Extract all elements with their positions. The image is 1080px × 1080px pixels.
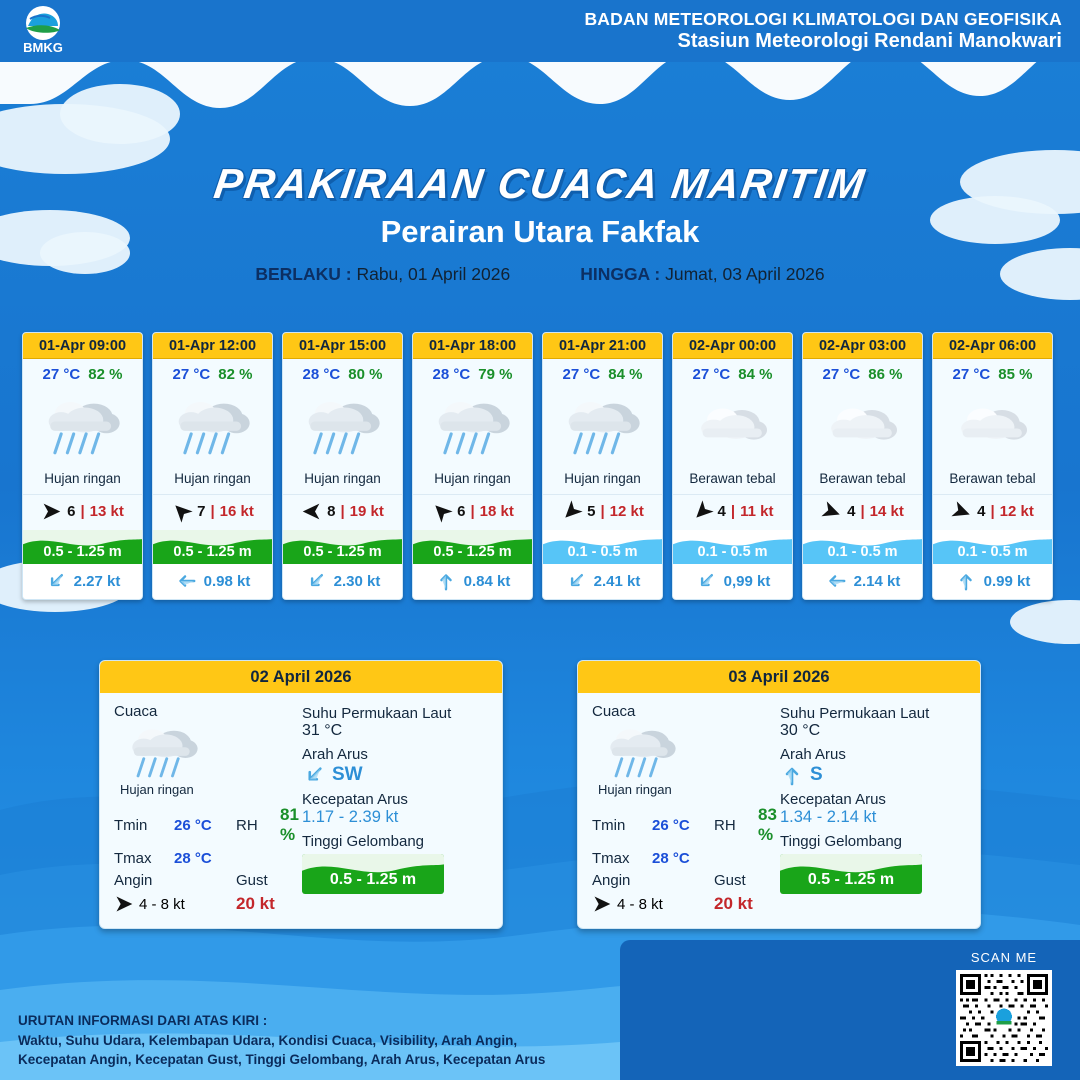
card-current (803, 564, 922, 599)
station-name: Stasiun Meteorologi Rendani Manokwari (677, 29, 1062, 52)
card-wind-speed: 16 kt (219, 503, 254, 520)
card-temp-rh (673, 359, 792, 385)
legend-line-1: Waktu, Suhu Udara, Kelembapan Udara, Kondisi Cuaca, Visibility, Arah Angin, (18, 1032, 518, 1048)
card-time: 02-Apr 06:00 (933, 333, 1052, 359)
card-current (933, 564, 1052, 599)
card-condition: Berawan tebal (819, 471, 906, 486)
card-current-speed: 2.41 kt (593, 572, 641, 590)
card-wind-separator: | (600, 503, 605, 520)
current-direction-arrow-icon (560, 565, 591, 596)
daily-panel (577, 660, 981, 929)
daily-condition: Hujan ringan (120, 782, 194, 797)
card-condition: Hujan ringan (174, 471, 251, 486)
card-wave-text: 0.5 - 1.25 m (303, 544, 382, 560)
card-current (413, 564, 532, 599)
daily-wind-text: 4 - 8 kt (139, 895, 185, 913)
legend-line-2: Kecepatan Angin, Kecepatan Gust, Tinggi Gelombang, Arah Arus, Kecepatan Arus (18, 1052, 546, 1068)
card-wave-text: 0.5 - 1.25 m (43, 544, 122, 560)
daily-tmax-value: 28 °C (652, 850, 690, 867)
rain-icon (128, 721, 200, 784)
daily-current-speed-label: Kecepatan Arus (780, 791, 886, 808)
card-humidity: 82 % (88, 366, 123, 383)
daily-rh-label: RH (714, 816, 736, 834)
rain-icon (606, 721, 678, 784)
card-humidity: 82 % (218, 366, 253, 383)
daily-current-dir-text: SW (332, 764, 363, 785)
card-temperature: 27 °C (562, 366, 601, 383)
hourly-card (802, 332, 923, 600)
page-header (0, 0, 1080, 62)
agency-name: BADAN METEOROLOGI KLIMATOLOGI DAN GEOFISIKA (584, 9, 1062, 30)
title-block (0, 160, 1080, 285)
card-wave-text: 0.1 - 0.5 m (697, 544, 768, 560)
card-time: 02-Apr 03:00 (803, 333, 922, 359)
card-humidity: 84 % (608, 366, 643, 383)
card-wind-separator: | (80, 503, 85, 520)
hourly-card (672, 332, 793, 600)
wind-direction-arrow-icon (427, 497, 457, 527)
card-wind-visibility: 4 (717, 503, 726, 520)
card-wave-height (413, 530, 532, 564)
hourly-card (152, 332, 273, 600)
wind-direction-arrow-icon (557, 497, 587, 527)
daily-tmax-value: 28 °C (174, 850, 212, 867)
valid-from-label: BERLAKU : (255, 264, 352, 284)
daily-wind-label: Angin (592, 872, 631, 889)
wind-direction-arrow-icon (592, 894, 612, 914)
current-direction-arrow-icon (297, 758, 331, 792)
card-temperature: 27 °C (952, 366, 991, 383)
daily-tmin-value: 26 °C (652, 816, 690, 834)
daily-panel (99, 660, 503, 929)
legend-note (18, 1011, 545, 1070)
current-direction-arrow-icon (690, 565, 721, 596)
card-temperature: 27 °C (42, 366, 81, 383)
daily-wave-label: Tinggi Gelombang (780, 833, 903, 850)
card-temp-rh (543, 359, 662, 385)
card-weather-icon (23, 385, 142, 469)
hourly-card (542, 332, 663, 600)
daily-forecast-panels (0, 660, 1080, 929)
card-temp-rh (413, 359, 532, 385)
card-time: 01-Apr 21:00 (543, 333, 662, 359)
wind-direction-arrow-icon (818, 498, 845, 525)
rain-icon (434, 393, 512, 461)
daily-current-speed-value: 1.17 - 2.39 kt (302, 808, 399, 826)
card-temp-rh (803, 359, 922, 385)
card-wind-speed: 12 kt (999, 503, 1034, 520)
wind-direction-arrow-icon (114, 894, 134, 914)
card-wave-text: 0.1 - 0.5 m (567, 544, 638, 560)
card-wave-height (673, 530, 792, 564)
card-wind (803, 494, 922, 530)
wind-direction-arrow-icon (687, 497, 717, 527)
rain-icon (44, 393, 122, 461)
card-time: 01-Apr 09:00 (23, 333, 142, 359)
daily-rh-label: RH (236, 816, 258, 834)
card-weather-icon (413, 385, 532, 469)
daily-gust-value: 20 kt (714, 894, 753, 913)
hourly-card (932, 332, 1053, 600)
card-time: 01-Apr 12:00 (153, 333, 272, 359)
daily-sst-value: 30 °C (780, 722, 821, 739)
card-wind-separator: | (340, 503, 345, 520)
current-direction-arrow-icon (300, 565, 331, 596)
card-wind (153, 494, 272, 530)
daily-current-dir-label: Arah Arus (302, 746, 368, 763)
card-temperature: 27 °C (692, 366, 731, 383)
card-temperature: 27 °C (822, 366, 861, 383)
card-current (283, 564, 402, 599)
daily-current-speed-label: Kecepatan Arus (302, 791, 408, 808)
card-wind-visibility: 7 (197, 503, 206, 520)
daily-wind-label: Angin (114, 872, 153, 889)
current-direction-arrow-icon (955, 570, 977, 592)
daily-weather-label: Cuaca (592, 703, 636, 720)
card-weather-icon (673, 385, 792, 469)
card-wave-height (543, 530, 662, 564)
card-current-speed: 0.99 kt (983, 572, 1031, 590)
valid-to-label: HINGGA : (580, 264, 661, 284)
daily-gust-value: 20 kt (236, 894, 275, 913)
cloudy-icon (956, 400, 1030, 454)
daily-wave-value (780, 854, 922, 894)
card-wind-speed: 19 kt (349, 503, 384, 520)
card-temp-rh (153, 359, 272, 385)
daily-gust-label: Gust (714, 872, 746, 889)
hourly-card (22, 332, 143, 600)
daily-rh-value: 83 % (758, 805, 777, 844)
card-humidity: 80 % (348, 366, 383, 383)
daily-current-dir-value (780, 763, 966, 787)
daily-weather-label: Cuaca (114, 703, 158, 720)
hourly-forecast-cards (22, 332, 1058, 600)
daily-wave-label: Tinggi Gelombang (302, 833, 425, 850)
card-weather-icon (543, 385, 662, 469)
card-wind (933, 494, 1052, 530)
card-condition: Hujan ringan (44, 471, 121, 486)
legend-title: URUTAN INFORMASI DARI ATAS KIRI : (18, 1013, 268, 1029)
valid-from-value: Rabu, 01 April 2026 (356, 264, 511, 284)
card-wind-separator: | (470, 503, 475, 520)
card-time: 01-Apr 18:00 (413, 333, 532, 359)
card-time: 01-Apr 15:00 (283, 333, 402, 359)
card-temperature: 27 °C (172, 366, 211, 383)
valid-from (255, 264, 510, 285)
card-temperature: 28 °C (432, 366, 471, 383)
card-wind-speed: 11 kt (740, 503, 774, 520)
daily-wave-text: 0.5 - 1.25 m (329, 871, 417, 888)
wind-direction-arrow-icon (301, 501, 322, 522)
qr-block (956, 950, 1052, 1066)
card-wind-visibility: 6 (457, 503, 466, 520)
card-condition: Hujan ringan (564, 471, 641, 486)
card-wind-visibility: 6 (67, 503, 76, 520)
daily-wind-value (592, 894, 714, 914)
card-wind-separator: | (990, 503, 995, 520)
daily-wave-text: 0.5 - 1.25 m (807, 871, 895, 888)
card-wind-separator: | (860, 503, 865, 520)
card-wind-separator: | (210, 503, 215, 520)
bmkg-logo-mark (10, 4, 76, 58)
daily-wind-value (114, 894, 236, 914)
card-wind-speed: 14 kt (869, 503, 904, 520)
card-condition: Hujan ringan (434, 471, 511, 486)
daily-weather-icon (114, 720, 296, 784)
card-wave-text: 0.1 - 0.5 m (827, 544, 898, 560)
validity-row (0, 264, 1080, 285)
card-current-speed: 2.14 kt (853, 572, 901, 590)
daily-tmax-label: Tmax (114, 850, 152, 867)
card-wind-visibility: 8 (327, 503, 336, 520)
card-wind-visibility: 5 (587, 503, 596, 520)
current-direction-arrow-icon (780, 763, 804, 787)
svg-text:BMKG: BMKG (23, 40, 63, 55)
hourly-card (282, 332, 403, 600)
daily-rh-value: 81 % (280, 805, 299, 844)
card-current-speed: 2.27 kt (73, 572, 121, 590)
card-wave-height (23, 530, 142, 564)
card-wind (23, 494, 142, 530)
daily-sst-label: Suhu Permukaan Laut (302, 705, 452, 722)
card-weather-icon (933, 385, 1052, 469)
card-wind-visibility: 4 (847, 503, 856, 520)
card-wind (283, 494, 402, 530)
card-wave-height (283, 530, 402, 564)
daily-wind-text: 4 - 8 kt (617, 895, 663, 913)
card-wind (413, 494, 532, 530)
rain-icon (564, 393, 642, 461)
card-wind-speed: 13 kt (89, 503, 124, 520)
card-wave-text: 0.5 - 1.25 m (173, 544, 252, 560)
card-current-speed: 2.30 kt (333, 572, 381, 590)
card-weather-icon (803, 385, 922, 469)
card-wind-speed: 18 kt (479, 503, 514, 520)
card-temperature: 28 °C (302, 366, 341, 383)
daily-current-dir-label: Arah Arus (780, 746, 846, 763)
wind-direction-arrow-icon (167, 497, 197, 527)
card-current-speed: 0,99 kt (723, 572, 771, 590)
card-temp-rh (283, 359, 402, 385)
card-current-speed: 0.98 kt (203, 572, 251, 590)
current-direction-arrow-icon (175, 570, 197, 592)
page-subtitle: Perairan Utara Fakfak (380, 214, 700, 249)
daily-date: 03 April 2026 (578, 661, 980, 693)
card-wave-height (803, 530, 922, 564)
rain-icon (304, 393, 382, 461)
rain-icon (174, 393, 252, 461)
cloudy-icon (826, 400, 900, 454)
card-condition: Berawan tebal (689, 471, 776, 486)
wind-direction-arrow-icon (41, 501, 62, 522)
page-title: PRAKIRAAN CUACA MARITIM (211, 160, 869, 207)
card-wave-height (153, 530, 272, 564)
card-wave-text: 0.5 - 1.25 m (433, 544, 512, 560)
card-temp-rh (933, 359, 1052, 385)
card-condition: Hujan ringan (304, 471, 381, 486)
card-wind (543, 494, 662, 530)
daily-tmax-label: Tmax (592, 850, 630, 867)
card-current (543, 564, 662, 599)
card-wind-visibility: 4 (977, 503, 986, 520)
card-current (153, 564, 272, 599)
cloudy-icon (696, 400, 770, 454)
card-wind-speed: 12 kt (609, 503, 644, 520)
daily-current-dir-text: S (810, 764, 823, 785)
card-weather-icon (153, 385, 272, 469)
card-humidity: 79 % (478, 366, 513, 383)
valid-to-value: Jumat, 03 April 2026 (665, 264, 825, 284)
daily-wave-value (302, 854, 444, 894)
daily-weather-icon (592, 720, 774, 784)
daily-condition: Hujan ringan (598, 782, 672, 797)
card-wave-height (933, 530, 1052, 564)
current-direction-arrow-icon (435, 570, 457, 592)
card-condition: Berawan tebal (949, 471, 1036, 486)
daily-tmin-value: 26 °C (174, 816, 212, 834)
scan-me-label: SCAN ME (970, 950, 1038, 965)
hourly-card (412, 332, 533, 600)
card-time: 02-Apr 00:00 (673, 333, 792, 359)
qr-code[interactable] (956, 970, 1052, 1066)
wind-direction-arrow-icon (948, 498, 975, 525)
daily-tmin-label: Tmin (114, 816, 148, 834)
card-humidity: 86 % (868, 366, 903, 383)
card-wave-text: 0.1 - 0.5 m (957, 544, 1028, 560)
card-wind (673, 494, 792, 530)
current-direction-arrow-icon (40, 565, 71, 596)
card-humidity: 85 % (998, 366, 1033, 383)
card-temp-rh (23, 359, 142, 385)
daily-gust-label: Gust (236, 872, 268, 889)
card-current (23, 564, 142, 599)
current-direction-arrow-icon (825, 570, 847, 592)
valid-to (580, 264, 824, 285)
card-current-speed: 0.84 kt (463, 572, 511, 590)
card-weather-icon (283, 385, 402, 469)
daily-sst-value: 31 °C (302, 722, 343, 739)
daily-date: 02 April 2026 (100, 661, 502, 693)
daily-current-speed-value: 1.34 - 2.14 kt (780, 808, 877, 826)
daily-current-dir-value (302, 763, 488, 787)
card-current (673, 564, 792, 599)
bmkg-logo (10, 4, 76, 58)
daily-tmin-label: Tmin (592, 816, 626, 834)
card-wind-separator: | (730, 503, 736, 520)
card-humidity: 84 % (738, 366, 773, 383)
daily-sst-label: Suhu Permukaan Laut (780, 705, 930, 722)
